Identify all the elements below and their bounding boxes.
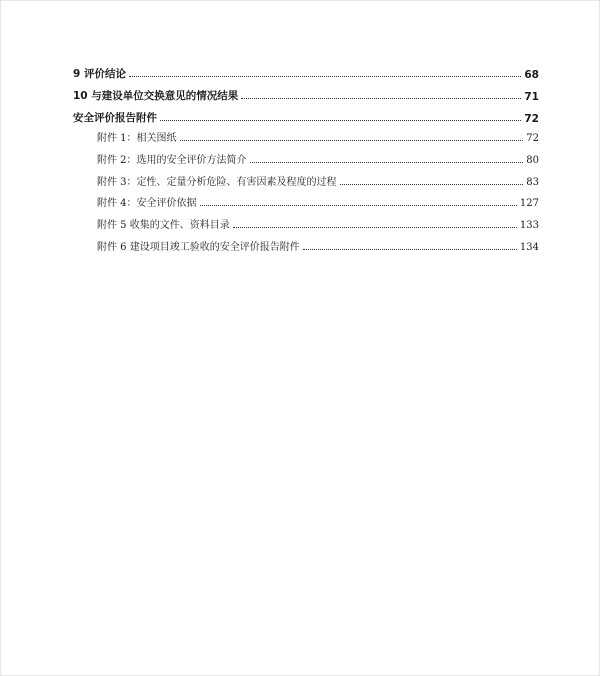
dot-leader	[250, 162, 524, 163]
dot-leader	[241, 98, 521, 99]
toc-appendix-3[interactable]	[97, 170, 539, 188]
toc-appendix-title: 附件 4：安全评价依据	[97, 198, 197, 209]
toc-entry-evaluation-conclusion[interactable]	[73, 63, 539, 81]
toc-appendix-page: 83	[526, 177, 539, 188]
toc-entry-title: 9 评价结论	[73, 68, 126, 80]
toc-appendix-page: 134	[519, 242, 539, 253]
toc-appendix-6[interactable]	[97, 235, 539, 253]
toc-entry-report-attachments[interactable]	[73, 107, 539, 125]
toc-entry-title: 10 与建设单位交换意见的情况结果	[73, 90, 239, 102]
toc-appendix-2[interactable]	[97, 148, 539, 166]
toc-appendix-1[interactable]	[97, 126, 539, 144]
toc-appendix-page: 80	[526, 155, 539, 166]
toc-appendix-title: 附件 1：相关图纸	[97, 133, 177, 144]
toc-entry-page: 68	[524, 69, 539, 81]
dot-leader	[303, 249, 517, 250]
toc-entry-page: 72	[524, 113, 539, 125]
dot-leader	[200, 205, 517, 206]
toc-appendix-page: 133	[519, 220, 539, 231]
toc-appendix-title: 附件 2：选用的安全评价方法简介	[97, 155, 247, 166]
toc-appendix-page: 72	[526, 133, 539, 144]
dot-leader	[340, 184, 524, 185]
toc-appendix-5[interactable]	[97, 213, 539, 231]
toc-entry-page: 71	[524, 91, 539, 103]
toc-appendix-title: 附件 5 收集的文件、资料目录	[97, 220, 230, 231]
toc-entry-title: 安全评价报告附件	[73, 112, 157, 124]
toc-appendix-page: 127	[519, 198, 539, 209]
toc-appendix-title: 附件 6 建设项目竣工验收的安全评价报告附件	[97, 242, 300, 253]
toc-entry-exchange-opinions[interactable]	[73, 85, 539, 103]
dot-leader	[160, 120, 521, 121]
dot-leader	[129, 76, 521, 77]
dot-leader	[233, 227, 517, 228]
toc-appendix-4[interactable]	[97, 191, 539, 209]
toc-appendix-title: 附件 3：定性、定量分析危险、有害因素及程度的过程	[97, 177, 337, 188]
dot-leader	[180, 140, 524, 141]
